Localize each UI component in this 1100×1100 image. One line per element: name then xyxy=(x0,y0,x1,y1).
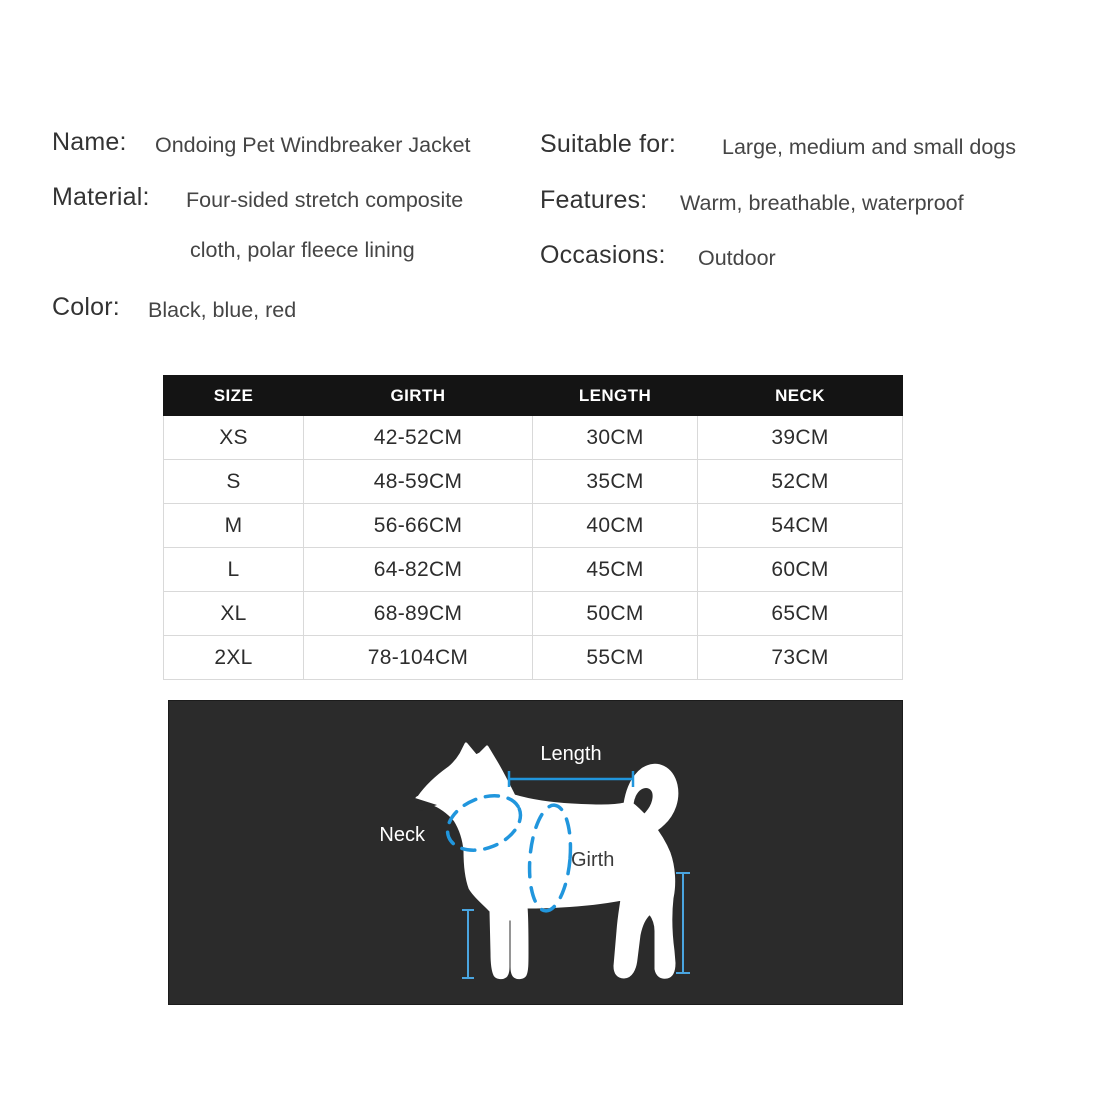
length-measure-line xyxy=(509,771,633,787)
table-row xyxy=(164,592,903,636)
material-value: Four-sided stretch composite xyxy=(186,188,464,212)
cell-girth: 42-52CM xyxy=(304,416,533,460)
name-label: Name: xyxy=(52,128,127,156)
cell-girth: 78-104CM xyxy=(304,636,533,680)
front-height-line xyxy=(462,910,474,978)
cell-size: L xyxy=(164,548,304,592)
size-table-header-row xyxy=(164,376,903,416)
header-cell-size: SIZE xyxy=(164,376,304,416)
rear-height-line xyxy=(676,873,690,973)
header-cell-length: LENGTH xyxy=(533,376,698,416)
occasions-label: Occasions: xyxy=(540,241,666,269)
cell-girth: 68-89CM xyxy=(304,592,533,636)
cell-neck: 54CM xyxy=(698,504,903,548)
features-value: Warm, breathable, waterproof xyxy=(680,191,964,215)
header-cell-girth: GIRTH xyxy=(304,376,533,416)
size-table-container xyxy=(163,375,902,680)
measurement-panel xyxy=(168,700,903,1005)
cell-neck: 73CM xyxy=(698,636,903,680)
occasions-value: Outdoor xyxy=(698,246,776,270)
cell-neck: 52CM xyxy=(698,460,903,504)
cell-length: 40CM xyxy=(533,504,698,548)
cell-size: XS xyxy=(164,416,304,460)
cell-length: 30CM xyxy=(533,416,698,460)
suitable-for-label: Suitable for: xyxy=(540,130,677,158)
cell-size: S xyxy=(164,460,304,504)
suitable-for-value: Large, medium and small dogs xyxy=(722,135,1016,159)
girth-label: Girth xyxy=(571,849,615,871)
color-value: Black, blue, red xyxy=(148,298,297,322)
cell-size: M xyxy=(164,504,304,548)
features-label: Features: xyxy=(540,186,648,214)
table-row xyxy=(164,636,903,680)
cell-size: XL xyxy=(164,592,304,636)
cell-size: 2XL xyxy=(164,636,304,680)
cell-girth: 48-59CM xyxy=(304,460,533,504)
table-row xyxy=(164,416,903,460)
cell-neck: 39CM xyxy=(698,416,903,460)
cell-length: 35CM xyxy=(533,460,698,504)
cell-length: 50CM xyxy=(533,592,698,636)
table-row xyxy=(164,460,903,504)
cell-length: 45CM xyxy=(533,548,698,592)
cell-length: 55CM xyxy=(533,636,698,680)
size-table xyxy=(163,375,903,680)
table-row xyxy=(164,504,903,548)
header-cell-neck: NECK xyxy=(698,376,903,416)
color-label: Color: xyxy=(52,293,120,321)
neck-label: Neck xyxy=(379,824,425,846)
name-value: Ondoing Pet Windbreaker Jacket xyxy=(155,133,471,157)
table-row xyxy=(164,548,903,592)
material-value-line2: cloth, polar fleece lining xyxy=(190,238,415,262)
cell-girth: 64-82CM xyxy=(304,548,533,592)
cell-neck: 60CM xyxy=(698,548,903,592)
cell-neck: 65CM xyxy=(698,592,903,636)
length-label: Length xyxy=(540,743,602,765)
cell-girth: 56-66CM xyxy=(304,504,533,548)
material-label: Material: xyxy=(52,183,150,211)
